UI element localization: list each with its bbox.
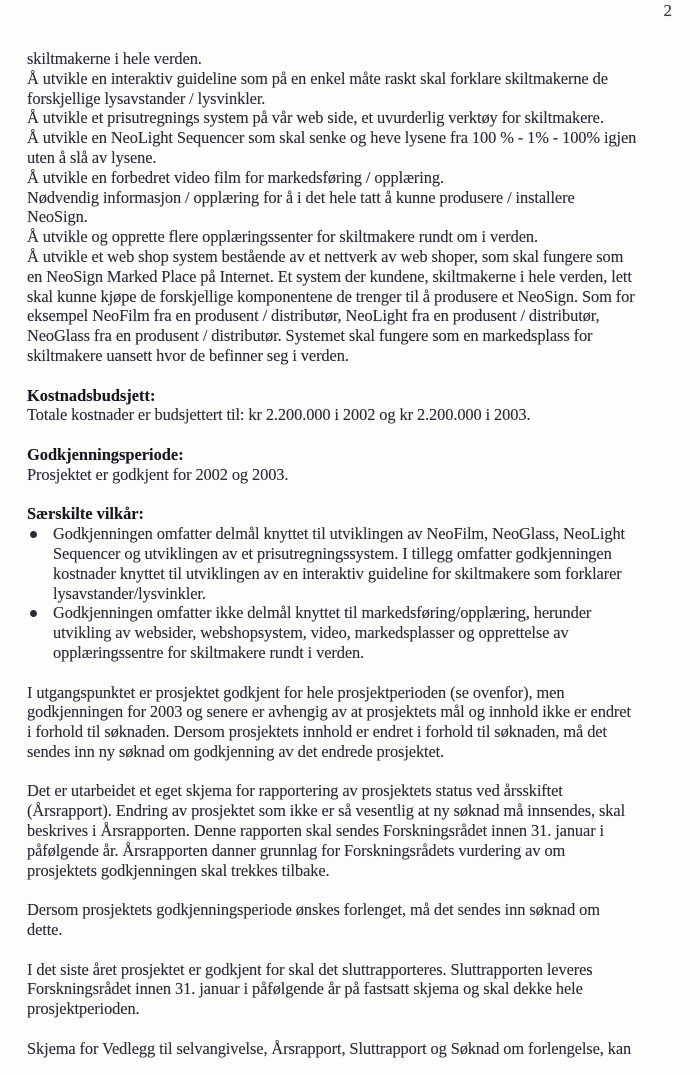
text-line: Å utvikle en NeoLight Sequencer som skal senke og heve lysene fra 100 % - 1% - 100% igjen: [27, 128, 637, 148]
text-line: skal kunne kjøpe de forskjellige komponentene de trenger til å produsere et NeoSign. Som for: [27, 286, 635, 306]
section-heading: Særskilte vilkår:: [27, 504, 145, 524]
section-2: [27, 445, 682, 485]
text-line: beskrives i Årsrapporten. Denne rapporten skal sendes Forskningsrådet innen 31. januar i: [27, 821, 605, 841]
text-line: NeoSign.: [27, 207, 88, 227]
text-line: Nødvendig informasjon / opplæring for å i det hele tatt å kunne produsere / installere: [27, 187, 575, 207]
paragraph-0: [27, 49, 682, 366]
text-line: forskjellige lysavstander / lysvinkler.: [27, 88, 266, 108]
text-line: Godkjenningen omfatter ikke delmål knyttet til markedsføring/opplæring, herunder: [53, 603, 592, 623]
paragraph-6: [27, 900, 682, 940]
text-line: Godkjenningen omfatter delmål knyttet til utviklingen av NeoFilm, NeoGlass, NeoLight: [53, 524, 625, 544]
text-line: Å utvikle et web shop system bestående av et nettverk av web shoper, som skal fungere som: [27, 246, 624, 266]
page-number: 2: [663, 1, 672, 20]
text-line: en NeoSign Marked Place på Internet. Et system der kundene, skiltmakerne i hele verden, lett: [27, 266, 632, 286]
section-heading: Godkjenningsperiode:: [27, 444, 184, 464]
text-line: I det siste året prosjektet er godkjent for skal det sluttrapporteres. Sluttrapporten leveres: [27, 959, 593, 979]
text-line: lysavstander/lysvinkler.: [53, 583, 206, 603]
document-body: [27, 49, 682, 1059]
text-line: Prosjektet er godkjent for 2002 og 2003.: [27, 464, 289, 484]
text-line: skiltmakere uansett hvor de befinner seg i verden.: [27, 345, 349, 365]
text-line: prosjektperioden.: [27, 999, 140, 1019]
text-line: Det er utarbeidet et eget skjema for rapportering av prosjektets status ved årsskiftet: [27, 781, 563, 801]
text-line: Totale kostnader er budsjettert til: kr 2.200.000 i 2002 og kr 2.200.000 i 2003.: [27, 405, 531, 425]
bullet-marker-icon: [30, 531, 37, 538]
text-line: opplæringssentre for skiltmakere rundt i verden.: [53, 642, 365, 662]
text-line: Dersom prosjektets godkjenningsperiode ønskes forlenget, må det sendes inn søknad om: [27, 900, 600, 920]
section-1: [27, 386, 682, 426]
text-line: kostnader knyttet til utviklingen av en interaktiv guideline for skiltmakere som forklarer: [53, 563, 622, 583]
text-line: Skjema for Vedlegg til selvangivelse, Årsrapport, Sluttrapport og Søknad om forlengelse, kan: [27, 1038, 632, 1058]
text-line: Å utvikle en interaktiv guideline som på en enkel måte raskt skal forklare skiltmakerne de: [27, 68, 608, 88]
bullet-item: [27, 603, 682, 662]
section-heading: Kostnadsbudsjett:: [27, 385, 156, 405]
paragraph-8: [27, 1039, 682, 1059]
text-line: Sequencer og utviklingen av et prisutregningssystem. I tillegg omfatter godkjenningen: [53, 543, 612, 563]
paragraph-7: [27, 960, 682, 1019]
text-line: I utgangspunktet er prosjektet godkjent for hele prosjektperioden (se ovenfor), men: [27, 682, 565, 702]
text-line: eksempel NeoFilm fra en produsent / distributør, NeoLight fra en produsent / distributør,: [27, 306, 600, 326]
text-line: skiltmakerne i hele verden.: [27, 49, 202, 68]
text-line: godkjenningen for 2003 og senere er avhengig av at prosjektets mål og innhold ikke er endret: [27, 702, 631, 722]
text-line: i forhold til søknaden. Dersom prosjektets innhold er endret i forhold til søknaden, må det: [27, 722, 607, 742]
text-line: sendes inn ny søknad om godkjenning av det endrede prosjektet.: [27, 741, 445, 761]
text-line: uten å slå av lysene.: [27, 147, 157, 167]
bullet-item: [27, 524, 682, 603]
text-line: NeoGlass fra en produsent / distributør. Systemet skal fungere som en markedsplass for: [27, 326, 593, 346]
text-line: Å utvikle og opprette flere opplæringssenter for skiltmakere rundt om i verden.: [27, 227, 538, 247]
text-line: utvikling av websider, webshopsystem, video, markedsplasser og opprettelse av: [53, 623, 569, 643]
bullet-marker-icon: [30, 610, 37, 617]
section-3: [27, 504, 682, 662]
text-line: dette.: [27, 920, 63, 940]
text-line: prosjektets godkjenningen skal trekkes tilbake.: [27, 860, 330, 880]
text-line: Å utvikle et prisutregnings system på vår web side, et uvurderlig verktøy for skiltmakere.: [27, 108, 604, 128]
paragraph-5: [27, 781, 682, 880]
text-line: Forskningsrådet innen 31. januar i påfølgende år på fastsatt skjema og skal dekke hele: [27, 979, 583, 999]
text-line: påfølgende år. Årsrapporten danner grunnlag for Forskningsrådets vurdering av om: [27, 840, 566, 860]
paragraph-4: [27, 683, 682, 762]
text-line: (Årsrapport). Endring av prosjektet som ikke er så vesentlig at ny søknad må innsendes, skal: [27, 801, 626, 821]
text-line: Å utvikle en forbedret video film for markedsføring / opplæring.: [27, 167, 444, 187]
